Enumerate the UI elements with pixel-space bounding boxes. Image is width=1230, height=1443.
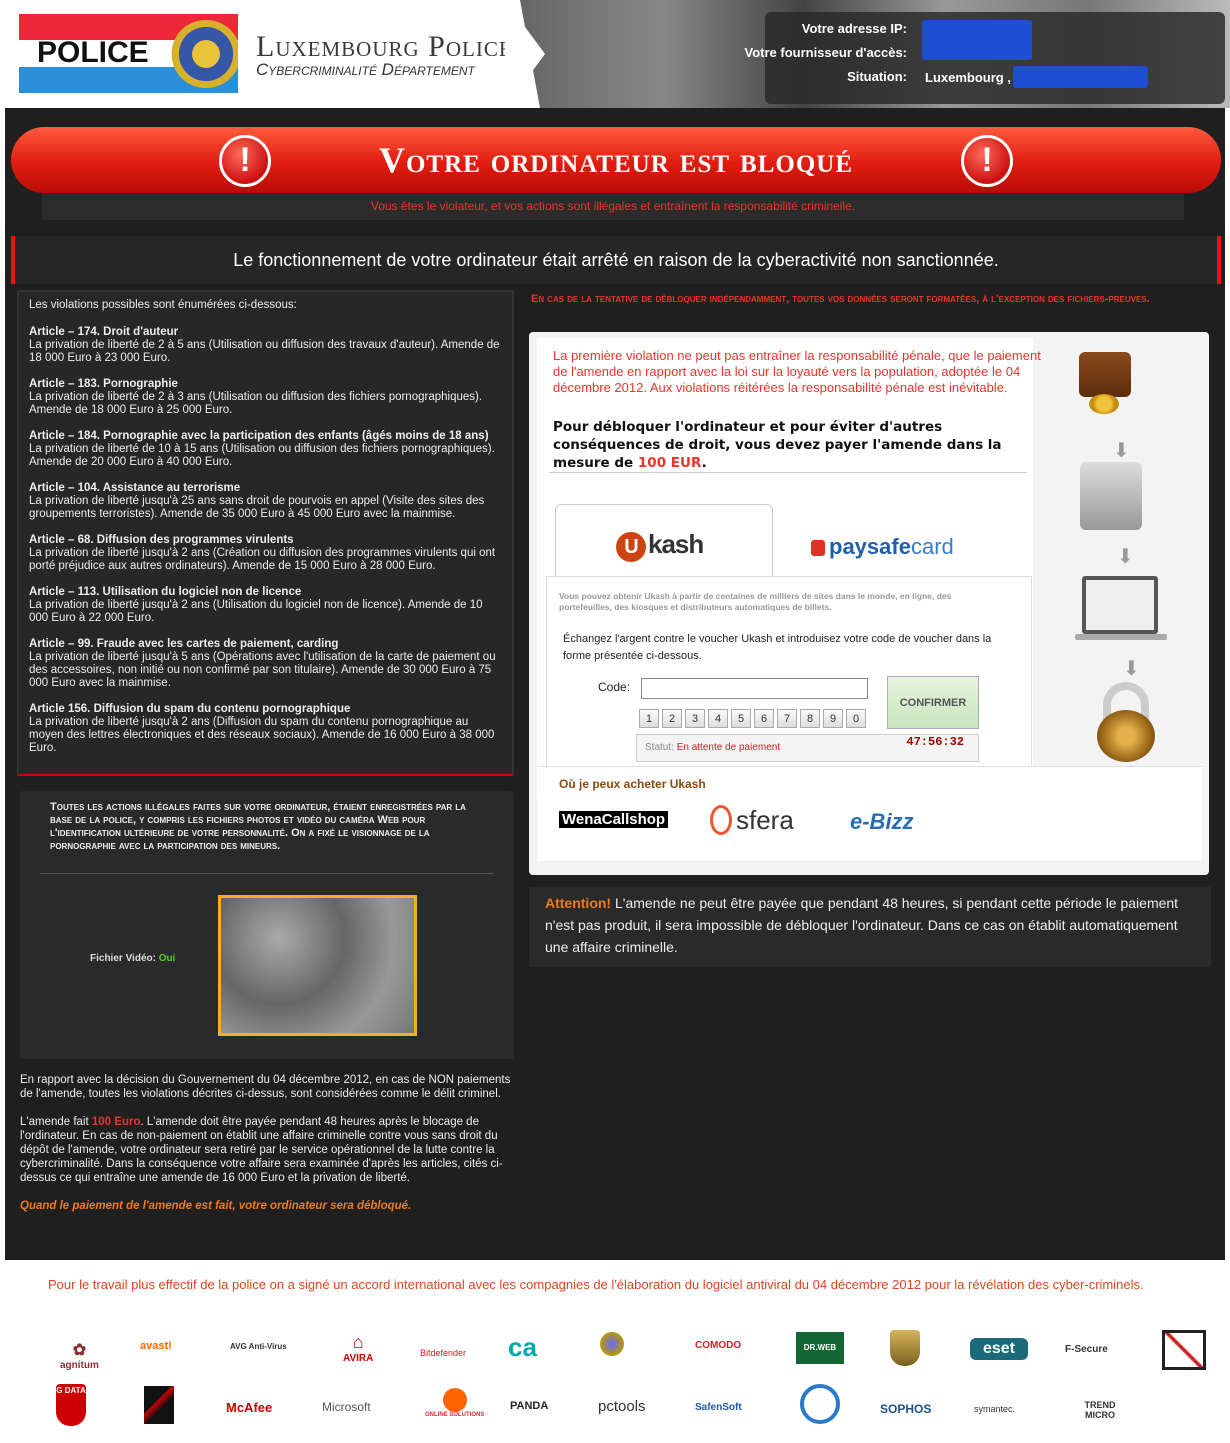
arrow-down-icon: ⬇ bbox=[1113, 438, 1130, 462]
eset-logo: eset bbox=[970, 1338, 1028, 1360]
bitdefender-logo: Bitdefender bbox=[420, 1348, 467, 1358]
instruction-post: . bbox=[701, 455, 707, 471]
confirm-button[interactable]: CONFIRMER bbox=[887, 676, 979, 729]
isp-redacted bbox=[922, 20, 1032, 60]
status-value: En attente de paiement bbox=[676, 742, 781, 753]
article-text: La privation de liberté jusqu'à 2 ans (Création ou diffusion des programmes virulents qui ont porté préjudice aux autres ordinateurs). Amende de 15 000 Euro à 28 000 Euro. bbox=[29, 547, 496, 572]
avg-logo: AVG Anti-Virus bbox=[230, 1342, 287, 1351]
key-7[interactable]: 7 bbox=[777, 709, 797, 728]
bottom-text bbox=[20, 1073, 515, 1227]
mcafee-logo: McAfee bbox=[226, 1400, 273, 1415]
psc-text-a: paysafe bbox=[829, 534, 911, 559]
exclamation-icon: ! bbox=[219, 135, 271, 187]
location-redacted bbox=[1013, 66, 1148, 88]
arrow-down-icon: ⬇ bbox=[1117, 544, 1134, 568]
article-item bbox=[29, 534, 502, 573]
police-flag-logo bbox=[19, 14, 238, 93]
article-title: Article – 174. Droit d'auteur bbox=[29, 326, 179, 338]
evidence-text: Toutes les actions illégales faites sur votre ordinateur, étaient enregistrées par la base de la police, y compris les fichiers photos et vidéo du caméra Web pour l'identification ultérieure de votre personnalité. On a fixé le visionnage de la pornographie avec la participation des mineurs. bbox=[50, 801, 466, 852]
quickheal-logo bbox=[600, 1332, 624, 1356]
article-text: La privation de liberté jusqu'à 25 ans sans droit de pourvois en appel (Visite des sites des groupements terroristes). Amende de 35 000 Euro à 45 000 Euro avec la mainmise. bbox=[29, 495, 485, 520]
shield-logo bbox=[890, 1330, 920, 1366]
article-title: Article – 113. Utilisation du logiciel non de licence bbox=[29, 586, 302, 598]
wallet-icon bbox=[1079, 352, 1131, 397]
key-0[interactable]: 0 bbox=[846, 709, 866, 728]
fine-pre: L'amende fait bbox=[20, 1116, 92, 1128]
ebizz-logo[interactable]: e-Bizz bbox=[850, 809, 914, 834]
header-title: Luxembourg Police bbox=[256, 30, 513, 63]
article-text: La privation de liberté jusqu'à 5 ans (Opérations avec l'utilisation de la carte de paiement ou des accessoires, non initié ou non confirmé par son titulaire). Amende de 30 000 Euro à 75 000 Euro avec la mainmise. bbox=[29, 651, 496, 689]
agnitum-logo: ✿ agnitum bbox=[60, 1342, 99, 1371]
article-item bbox=[29, 638, 502, 690]
key-8[interactable]: 8 bbox=[800, 709, 820, 728]
ukash-text: kash bbox=[648, 529, 704, 559]
article-text: La privation de liberté de 2 à 5 ans (Utilisation ou diffusion des travaux d'auteur). Amende de 18 000 Euro à 23 000 Euro. bbox=[29, 339, 500, 364]
evidence-box bbox=[20, 791, 514, 1059]
ukash-u-icon: U bbox=[616, 532, 646, 562]
sfera-logo[interactable] bbox=[710, 805, 794, 836]
fine-amount: 100 Euro bbox=[91, 1116, 141, 1128]
article-item bbox=[29, 586, 502, 625]
article-item bbox=[29, 482, 502, 521]
decision-paragraph: En rapport avec la décision du Gouvernement du 04 décembre 2012, en cas de NON paiements de l'amende, toutes les violations décrites ci-dessus, sont considérées comme le délit criminel. bbox=[20, 1074, 511, 1100]
article-item bbox=[29, 326, 502, 365]
violations-box bbox=[17, 290, 514, 776]
avira-logo: ⌂ AVIRA bbox=[343, 1332, 374, 1364]
microsoft-logo: Microsoft bbox=[322, 1400, 371, 1414]
attention-label: Attention! bbox=[545, 895, 612, 911]
article-text: La privation de liberté jusqu'à 2 ans (Diffusion du spam du contenu pornographique au moyen des lettres électroniques et des réseaux sociaux). Amende de 16 000 Euro à 38 000 Euro. bbox=[29, 716, 495, 754]
fsecure-logo: F-Secure bbox=[1065, 1344, 1108, 1355]
situation-label: Situation: bbox=[847, 69, 907, 84]
unlock-note: Quand le paiement de l'amende est fait, votre ordinateur sera débloqué. bbox=[20, 1200, 412, 1212]
laptop-icon bbox=[1082, 576, 1158, 634]
key-2[interactable]: 2 bbox=[662, 709, 682, 728]
lock-icon bbox=[811, 540, 825, 556]
article-item bbox=[29, 430, 502, 469]
article-text: La privation de liberté de 10 à 15 ans (Utilisation ou diffusion des fichiers pornographiques). Amende de 20 000 Euro à 40 000 Euro. bbox=[29, 443, 495, 468]
article-title: Article – 104. Assistance au terrorisme bbox=[29, 482, 241, 494]
ip-label: Votre adresse IP: bbox=[801, 21, 907, 36]
avira-text: AVIRA bbox=[343, 1353, 374, 1364]
payment-tabs bbox=[555, 504, 1045, 578]
laptop-base bbox=[1075, 634, 1167, 640]
divider bbox=[549, 472, 1027, 473]
where-to-buy-label: Où je peux acheter Ukash bbox=[559, 777, 706, 791]
zonealarm-logo bbox=[1162, 1330, 1206, 1370]
gdata-logo: G DATA bbox=[56, 1384, 86, 1426]
where-to-buy bbox=[538, 766, 1202, 861]
banner-subline: Vous êtes le violateur, et vos actions sont illégales et entraînent la responsabilité criminelle. bbox=[42, 193, 1184, 220]
tab-ukash[interactable] bbox=[555, 504, 773, 580]
payment-inner bbox=[537, 338, 1041, 798]
payment-instruction bbox=[553, 418, 1013, 472]
key-6[interactable]: 6 bbox=[754, 709, 774, 728]
article-title: Article – 184. Pornographie avec la participation des enfants (âgés moins de 18 ans) bbox=[29, 430, 489, 442]
voucher-code-input[interactable] bbox=[641, 678, 868, 699]
video-file-label bbox=[90, 953, 175, 964]
payment-box bbox=[529, 332, 1209, 875]
tab-paysafecard[interactable] bbox=[811, 534, 954, 560]
ukash-info: Vous pouvez obtenir Ukash à partir de centaines de milliers de sites dans le monde, en ligne, des portefeuilles, des kiosques et distributeurs automatiques de billets. bbox=[559, 591, 952, 612]
pctools-logo: pctools bbox=[598, 1398, 646, 1415]
arrow-down-icon: ⬇ bbox=[1123, 656, 1140, 680]
sophos-logo: SOPHOS bbox=[880, 1402, 932, 1416]
article-title: Article – 99. Fraude avec les cartes de paiement, carding bbox=[29, 638, 339, 650]
keypad bbox=[639, 709, 866, 728]
ukash-form bbox=[546, 576, 1032, 774]
payment-terminal-icon bbox=[1080, 462, 1142, 530]
fine-paragraph bbox=[20, 1115, 515, 1185]
online-solutions-text: ONLINE SOLUTIONS bbox=[425, 1412, 485, 1418]
online-solutions-logo bbox=[425, 1388, 484, 1418]
blocked-banner bbox=[11, 127, 1221, 193]
article-title: Article 156. Diffusion du spam du contenu pornographique bbox=[29, 703, 351, 715]
padlock-icon bbox=[1097, 710, 1155, 762]
payment-intro: La première violation ne peut pas entraîner la responsabilité pénale, que le paiement de l'amende en rapport avec la loi sur la loyauté vers la population, adoptée le 04 décembre 2012. Aux violations réitérées la responsabilité pénale est inévitable. bbox=[553, 348, 1041, 395]
payment-status bbox=[636, 734, 979, 762]
article-text: La privation de liberté de 2 à 3 ans (Utilisation ou diffusion des fichiers pornographiques). Amende de 18 000 Euro à 25 000 Euro. bbox=[29, 391, 483, 416]
ip-info-box bbox=[744, 12, 1225, 104]
attention-box bbox=[529, 887, 1211, 967]
symantec-logo: symantec. bbox=[974, 1404, 1016, 1414]
psc-text-b: card bbox=[910, 534, 954, 559]
isp-label: Votre fournisseur d'accès: bbox=[744, 45, 907, 60]
article-title: Article – 68. Diffusion des programmes virulents bbox=[29, 534, 294, 546]
crest-icon bbox=[171, 20, 238, 88]
webcam-video-preview bbox=[218, 895, 417, 1036]
key-9[interactable]: 9 bbox=[823, 709, 843, 728]
article-text: La privation de liberté jusqu'à 2 ans (Utilisation du logiciel non de licence). Amende de 10 000 Euro à 22 000 Euro. bbox=[29, 599, 483, 624]
panda-logo: PANDA bbox=[510, 1400, 549, 1412]
coins-icon bbox=[1089, 394, 1119, 414]
trendmicro-logo: TREND MICRO bbox=[1084, 1400, 1116, 1420]
attention-text: L'amende ne peut être payée que pendant 48 heures, si pendant cette période le paiement n'est pas produit, il sera impossible de débloquer l'ordinateur. Dans ce cas on établit automatiquement une affaire criminelle. bbox=[545, 895, 1179, 955]
exclamation-icon: ! bbox=[961, 135, 1013, 187]
article-item bbox=[29, 378, 502, 417]
header bbox=[0, 0, 1230, 108]
safensoft-logo: SafenSoft bbox=[695, 1402, 742, 1413]
video-file-key: Fichier Vidéo: bbox=[90, 953, 156, 964]
drweb-logo: DR.WEB bbox=[796, 1332, 844, 1364]
wenacallshop-logo[interactable]: WenaCallshop bbox=[559, 811, 668, 828]
key-5[interactable]: 5 bbox=[731, 709, 751, 728]
softsphere-logo bbox=[800, 1384, 840, 1424]
situation-value: Luxembourg , bbox=[925, 70, 1011, 85]
key-4[interactable]: 4 bbox=[708, 709, 728, 728]
article-title: Article – 183. Pornographie bbox=[29, 378, 178, 390]
status-label: Statut: bbox=[645, 742, 674, 753]
key-3[interactable]: 3 bbox=[685, 709, 705, 728]
sfera-text: sfera bbox=[736, 805, 794, 835]
flag-label: POLICE bbox=[37, 36, 149, 69]
video-file-value: Oui bbox=[158, 953, 176, 964]
kaspersky-logo bbox=[144, 1386, 174, 1424]
banner-title: Votre ordinateur est bloqué bbox=[378, 140, 854, 180]
footer-text: Pour le travail plus effectif de la police on a signé un accord international avec les compagnies de l'élaboration du logiciel antiviral du 04 décembre 2012 pour la révélation des cyber-criminels. bbox=[48, 1277, 1144, 1292]
countdown-timer: 47:56:32 bbox=[906, 735, 964, 749]
code-label: Code: bbox=[598, 680, 631, 694]
info-bar: Le fonctionnement de votre ordinateur était arrêté en raison de la cyberactivité non sanctionnée. bbox=[11, 236, 1221, 284]
payment-amount: 100 EUR bbox=[637, 455, 702, 471]
payment-steps bbox=[1067, 342, 1207, 762]
fine-post: . L'amende doit être payée pendant 48 heures après le blocage de l'ordinateur. En cas de non-paiement on établit une affaire criminelle contre vous sans droit du dépôt de l'amende, votre ordinateur sera retiré par le service opérationnel de la lutte contre la cybercriminalité. Dans la conséquence votre affaire sera examinée d'après les articles, cités ci-dessus ce qui entraîne une amende de 16 000 Euro et la privation de liberté. bbox=[20, 1116, 503, 1184]
ukash-logo bbox=[616, 529, 703, 562]
article-item bbox=[29, 703, 502, 755]
ukash-instruction: Échangez l'argent contre le voucher Ukash et introduisez votre code de voucher dans la forme présentée ci-dessous. bbox=[563, 633, 992, 662]
avast-logo: avast! bbox=[140, 1340, 172, 1352]
comodo-logo: COMODO bbox=[695, 1340, 742, 1351]
instruction-pre: Pour débloquer l'ordinateur et pour éviter d'autres conséquences de droit, vous devez payer l'amende dans la mesure de bbox=[553, 419, 1002, 471]
footer bbox=[0, 1260, 1230, 1443]
agnitum-text: agnitum bbox=[60, 1360, 99, 1371]
header-arrow bbox=[505, 0, 545, 108]
format-warning: En cas de la tentative de débloquer indépendamment, toutes vos données seront formatées, à l'exception des fichiers-preuves. bbox=[531, 293, 1150, 305]
divider bbox=[40, 873, 494, 874]
key-1[interactable]: 1 bbox=[639, 709, 659, 728]
header-subtitle: Cybercriminalité Département bbox=[256, 60, 475, 79]
ca-logo: ca bbox=[508, 1332, 537, 1362]
violations-intro: Les violations possibles sont énumérées ci-dessous: bbox=[29, 299, 297, 311]
